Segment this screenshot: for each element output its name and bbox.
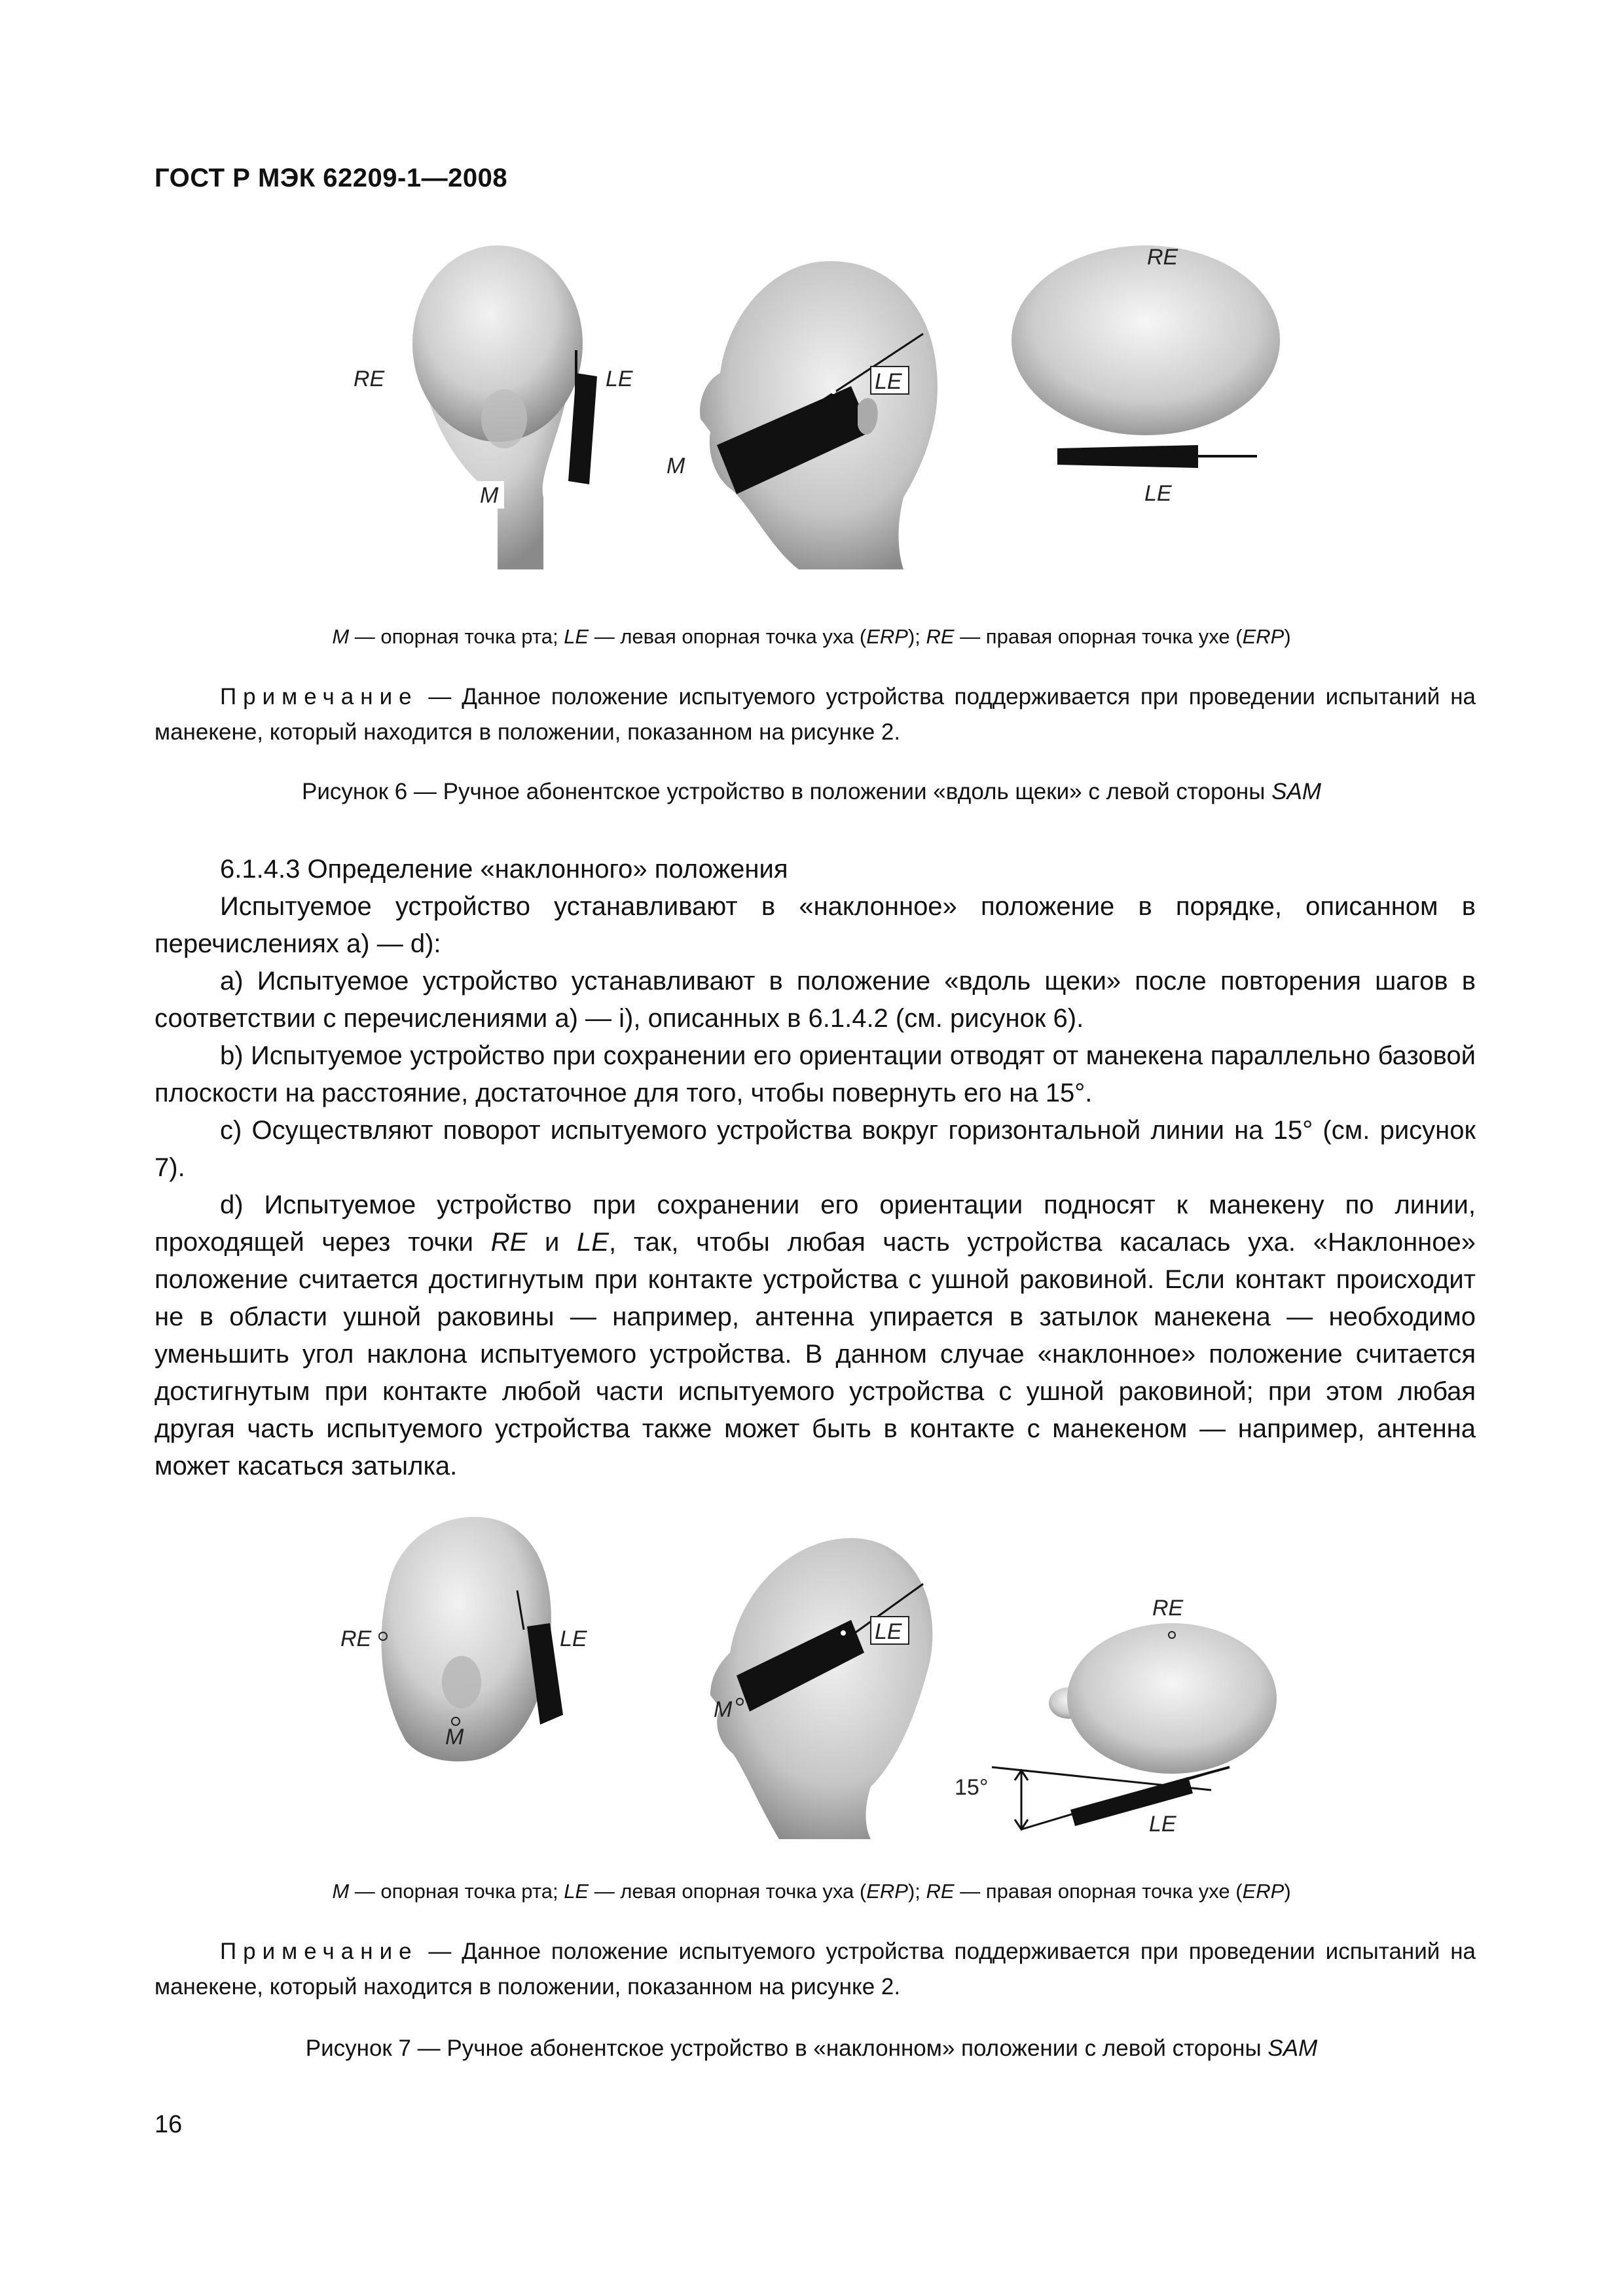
fig6-label-re: RE: [354, 367, 385, 391]
figure-6-caption: Рисунок 6 — Ручное абонентское устройство в положении «вдоль щеки» с левой стороны SAM: [302, 779, 1321, 804]
fig6-side-label-m: M: [666, 454, 685, 478]
figure-7-legend: M — опорная точка рта; LE — левая опорная точка уха (ERP); RE — правая опорная точка ухе (ERP): [332, 1880, 1291, 1903]
document-header: ГОСТ Р МЭК 62209-1—2008: [155, 164, 508, 192]
side-head-view: [700, 261, 938, 569]
fig6-label-le: LE: [606, 367, 633, 391]
fig6-side-label-le: LE: [875, 369, 902, 394]
figure-7-illustration: [0, 1499, 1623, 1852]
fig6-top-label-re: RE: [1147, 245, 1178, 270]
fig6-label-m: M: [480, 483, 499, 508]
item-c: с) Осуществляют поворот испытуемого устройства вокруг горизонтальной линии на 15° (см. рисунок 7).: [155, 1116, 1476, 1182]
figure-7-caption: Рисунок 7 — Ручное абонентское устройство в «наклонном» положении с левой стороны SAM: [305, 2036, 1318, 2061]
front-head-tilted-view: [379, 1517, 563, 1762]
fig7-side-label-le: LE: [875, 1619, 902, 1644]
item-b: b) Испытуемое устройство при сохранении его ориентации отводят от манекена параллельно базовой плоскости на расстояние, достаточное для того, чтобы повернуть его на 15°.: [155, 1041, 1476, 1107]
item-a: а) Испытуемое устройство устанавливают в положение «вдоль щеки» после повторения шагов в соответствии с перечислениями а) — i), описанных в 6.1.4.2 (см. рисунок 6).: [155, 967, 1476, 1033]
item-d: d) Испытуемое устройство при сохранении его ориентации подносят к манекену по линии, проходящей через точки RE и LE, так, чтобы любая часть устройства касалась уха. «Наклонное» положение считается достигнутым при контакте устройства с ушной раковиной. Если контакт происходит не в области ушной раковины — например, антенна упирается в затылок манекена — необходимо уменьшить угол наклона испытуемого устройства. В данном случае «наклонное» положение считается достигнутым при контакте любой части испытуемого устройства с ушной раковиной; при этом любая другая часть испытуемого устройства также может быть в контакте с манекеном — например, антенна может касаться затылка.: [155, 1191, 1476, 1480]
top-head-tilted-view: [982, 1623, 1277, 1829]
section-heading: 6.1.4.3 Определение «наклонного» положения: [220, 855, 788, 884]
page-number: 16: [155, 2111, 183, 2138]
fig7-label-le: LE: [560, 1626, 587, 1651]
fig7-top-label-re: RE: [1152, 1596, 1184, 1621]
section-6-1-4-3: [155, 851, 1476, 1485]
fig7-label-re: RE: [340, 1626, 372, 1651]
fig7-top-label-le: LE: [1149, 1812, 1176, 1837]
section-intro: Испытуемое устройство устанавливают в «наклонное» положение в порядке, описанном в перечислениях а) — d):: [155, 892, 1476, 958]
figure-7-note: Примечание — Данное положение испытуемого устройства поддерживается при проведении испытаний на манекене, который находится в положении, показанном на рисунке 2.: [155, 1939, 1476, 2000]
figure-6-illustration: [0, 223, 1623, 589]
side-head-tilted-view: [710, 1538, 932, 1839]
top-head-view: [1012, 245, 1280, 468]
fig7-label-m: M: [445, 1725, 464, 1749]
front-head-view: [412, 245, 597, 569]
fig6-top-label-le: LE: [1144, 481, 1172, 506]
fig7-angle-label: 15°: [955, 1775, 989, 1800]
figure-6-legend: M — опорная точка рта; LE — левая опорная точка уха (ERP); RE — правая опорная точка ухе (ERP): [332, 625, 1291, 648]
fig7-side-label-m: M: [714, 1697, 733, 1722]
figure-6-note: Примечание — Данное положение испытуемого устройства поддерживается при проведении испытаний на манекене, который находится в положении, показанном на рисунке 2.: [155, 684, 1476, 745]
